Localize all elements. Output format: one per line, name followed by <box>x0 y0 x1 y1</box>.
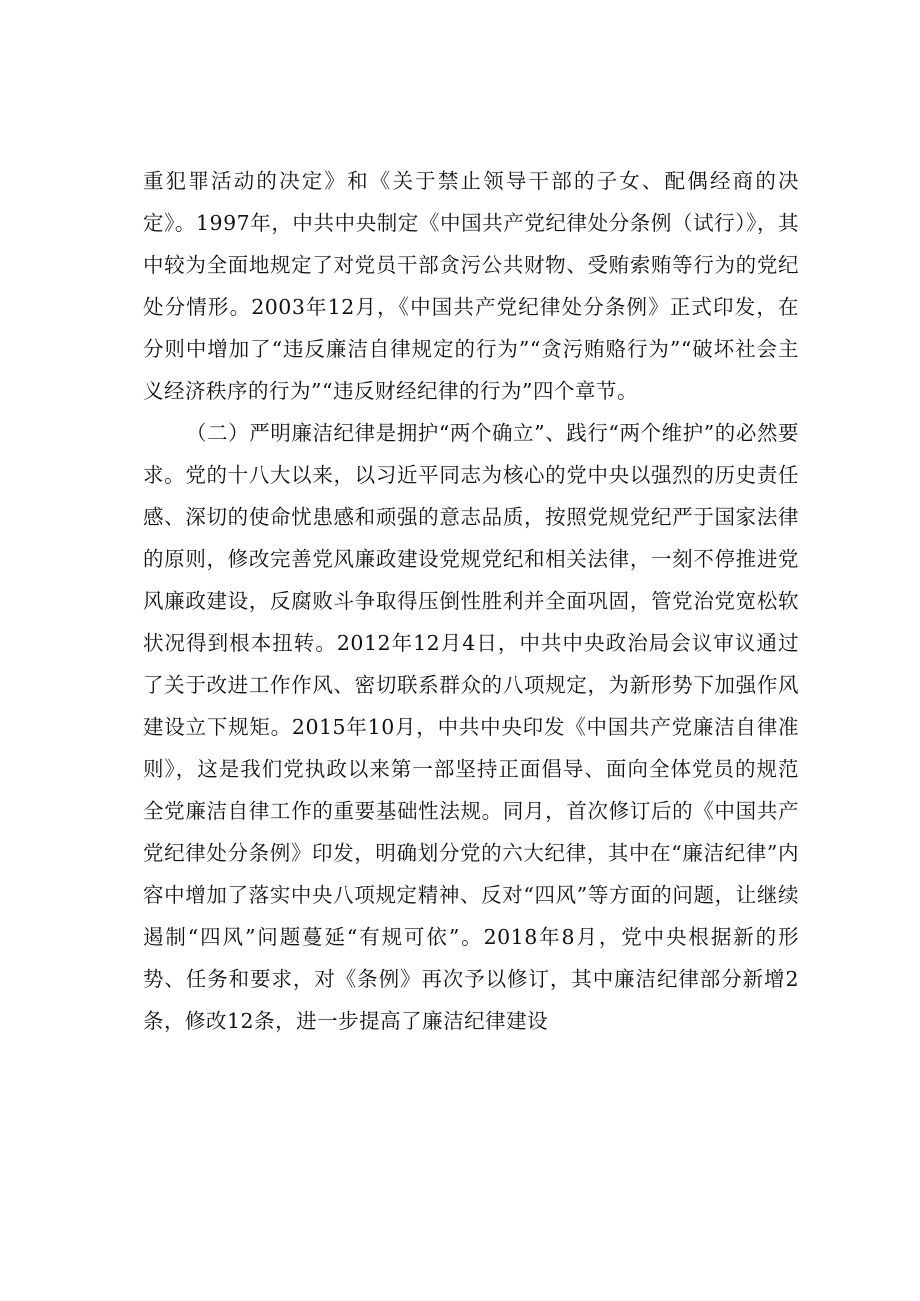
paragraph-2: （二）严明廉洁纪律是拥护“两个确立”、践行“两个维护”的必然要求。党的十八大以来，以习近平同志为核心的党中央以强烈的历史责任感、深切的使命忧患感和顽强的意志品质，按照党规党纪严于国家法律的原则，修改完善党风廉政建设党规党纪和相关法律，一刻不停推进党风廉政建设，反腐败斗争取得压倒性胜利并全面巩固，管党治党宽松软状况得到根本扭转。2012年12月4日，中共中央政治局会议审议通过了关于改进工作作风、密切联系群众的八项规定，为新形势下加强作风建设立下规矩。2015年10月，中共中央印发《中国共产党廉洁自律准则》，这是我们党执政以来第一部坚持正面倡导、面向全体党员的规范全党廉洁自律工作的重要基础性法规。同月，首次修订后的《中国共产党纪律处分条例》印发，明确划分党的六大纪律，其中在“廉洁纪律”内容中增加了落实中央八项规定精神、反对“四风”等方面的问题，让继续遏制“四风”问题蔓延“有规可依”。2018年8月，党中央根据新的形势、任务和要求，对《条例》再次予以修订，其中廉洁纪律部分新增2条，修改12条，进一步提高了廉洁纪律建设 <box>143 421 799 1033</box>
document-body <box>143 160 799 1042</box>
paragraph-1: 重犯罪活动的决定》和《关于禁止领导干部的子女、配偶经商的决定》。1997年，中共中央制定《中国共产党纪律处分条例（试行）》，其中较为全面地规定了对党员干部贪污公共财物、受贿索贿等行为的党纪处分情形。2003年12月，《中国共产党纪律处分条例》正式印发，在分则中增加了“违反廉洁自律规定的行为”“贪污贿赂行为”“破坏社会主义经济秩序的行为”“违反财经纪律的行为”四个章节。 <box>143 169 799 403</box>
